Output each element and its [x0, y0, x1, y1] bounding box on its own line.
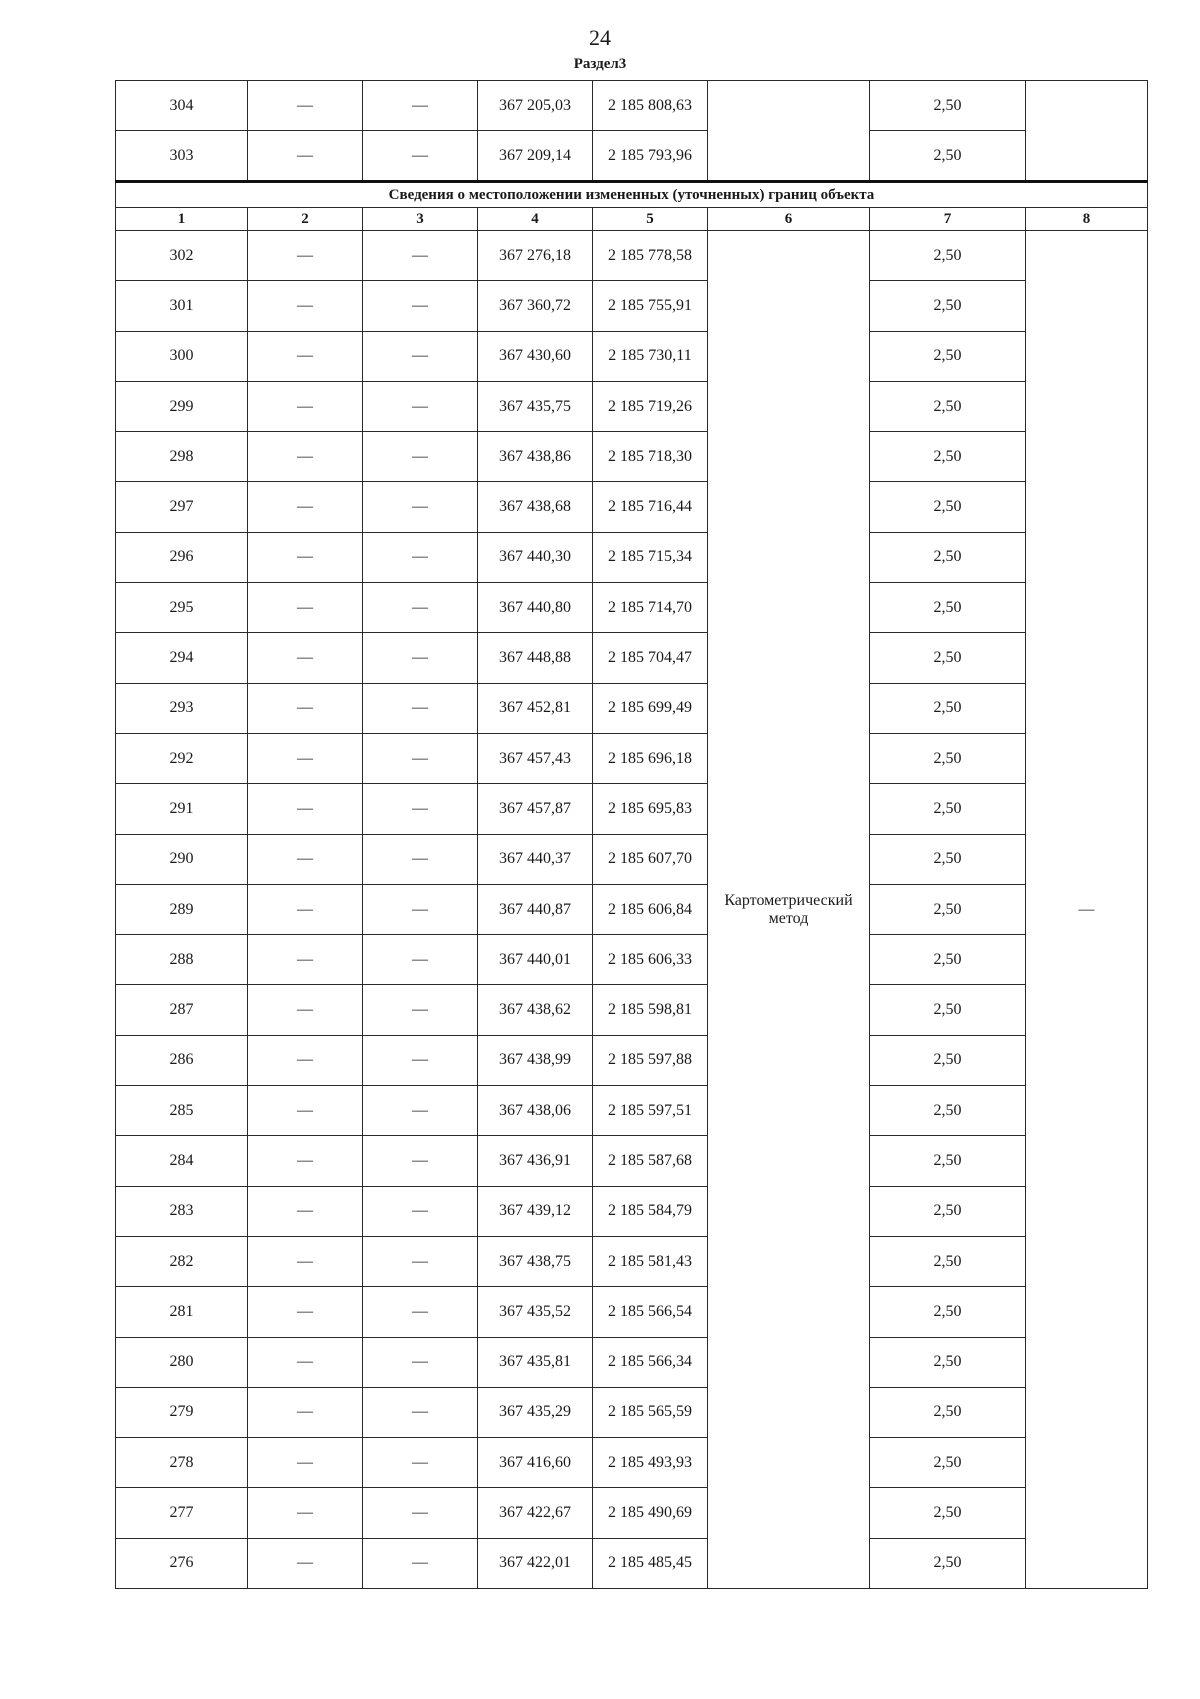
col2-cell: — — [248, 683, 363, 733]
x-coordinate-cell: 367 435,52 — [478, 1287, 593, 1337]
accuracy-cell: 2,50 — [870, 583, 1026, 633]
col2-cell: — — [248, 1035, 363, 1085]
y-coordinate-cell: 2 185 695,83 — [593, 784, 708, 834]
col2-cell: — — [248, 935, 363, 985]
point-number-cell: 285 — [116, 1086, 248, 1136]
col2-cell: — — [248, 1086, 363, 1136]
table-row — [116, 683, 1148, 733]
col3-cell: — — [363, 633, 478, 683]
col2-cell: — — [248, 583, 363, 633]
table-row — [116, 985, 1148, 1035]
point-number-cell: 291 — [116, 784, 248, 834]
col2-cell: — — [248, 884, 363, 934]
col3-cell: — — [363, 331, 478, 381]
accuracy-cell: 2,50 — [870, 884, 1026, 934]
table-row — [116, 231, 1148, 281]
col3-cell: — — [363, 784, 478, 834]
accuracy-cell: 2,50 — [870, 1136, 1026, 1186]
y-coordinate-cell: 2 185 485,45 — [593, 1538, 708, 1588]
accuracy-cell: 2,50 — [870, 1086, 1026, 1136]
col2-cell: — — [248, 1488, 363, 1538]
col2-cell: — — [248, 1538, 363, 1588]
y-coordinate-cell: 2 185 566,54 — [593, 1287, 708, 1337]
accuracy-cell: 2,50 — [870, 1387, 1026, 1437]
col3-cell: — — [363, 1438, 478, 1488]
y-coordinate-cell: 2 185 597,51 — [593, 1086, 708, 1136]
table-row — [116, 633, 1148, 683]
y-coordinate-cell: 2 185 704,47 — [593, 633, 708, 683]
table-row — [116, 331, 1148, 381]
y-coordinate-cell: 2 185 696,18 — [593, 733, 708, 783]
x-coordinate-cell: 367 435,75 — [478, 381, 593, 431]
accuracy-cell: 2,50 — [870, 633, 1026, 683]
x-coordinate-cell: 367 416,60 — [478, 1438, 593, 1488]
col2-cell: — — [248, 1438, 363, 1488]
x-coordinate-cell: 367 430,60 — [478, 331, 593, 381]
col3-cell: — — [363, 1186, 478, 1236]
y-coordinate-cell: 2 185 730,11 — [593, 331, 708, 381]
column-number: 8 — [1026, 208, 1148, 231]
point-number-cell: 288 — [116, 935, 248, 985]
accuracy-cell: 2,50 — [870, 281, 1026, 331]
accuracy-cell: 2,50 — [870, 1488, 1026, 1538]
x-coordinate-cell: 367 438,06 — [478, 1086, 593, 1136]
table-row — [116, 1387, 1148, 1437]
col2-cell: — — [248, 834, 363, 884]
table-row — [116, 784, 1148, 834]
col2-cell: — — [248, 1136, 363, 1186]
col2-cell: — — [248, 532, 363, 582]
col3-cell: — — [363, 432, 478, 482]
y-coordinate-cell: 2 185 490,69 — [593, 1488, 708, 1538]
col8-cell: — — [1026, 231, 1148, 1589]
col2-cell: — — [248, 1287, 363, 1337]
accuracy-cell: 2,50 — [870, 231, 1026, 281]
table-row — [116, 1488, 1148, 1538]
col3-cell: — — [363, 1387, 478, 1437]
x-coordinate-cell: 367 205,03 — [478, 81, 593, 131]
accuracy-cell: 2,50 — [870, 331, 1026, 381]
y-coordinate-cell: 2 185 566,34 — [593, 1337, 708, 1387]
x-coordinate-cell: 367 360,72 — [478, 281, 593, 331]
table-row — [116, 1136, 1148, 1186]
accuracy-cell: 2,50 — [870, 1438, 1026, 1488]
col2-cell: — — [248, 81, 363, 131]
y-coordinate-cell: 2 185 699,49 — [593, 683, 708, 733]
col3-cell: — — [363, 381, 478, 431]
accuracy-cell: 2,50 — [870, 81, 1026, 131]
point-number-cell: 301 — [116, 281, 248, 331]
table-heading: Сведения о местоположении измененных (уточненных) границ объекта — [116, 182, 1148, 208]
col3-cell: — — [363, 1337, 478, 1387]
col8-cell — [1026, 81, 1148, 182]
x-coordinate-cell: 367 452,81 — [478, 683, 593, 733]
x-coordinate-cell: 367 435,81 — [478, 1337, 593, 1387]
col2-cell: — — [248, 331, 363, 381]
column-number: 6 — [708, 208, 870, 231]
x-coordinate-cell: 367 457,43 — [478, 733, 593, 783]
x-coordinate-cell: 367 440,01 — [478, 935, 593, 985]
point-number-cell: 287 — [116, 985, 248, 1035]
y-coordinate-cell: 2 185 606,33 — [593, 935, 708, 985]
y-coordinate-cell: 2 185 715,34 — [593, 532, 708, 582]
x-coordinate-cell: 367 440,30 — [478, 532, 593, 582]
method-cell: Картометрический метод — [708, 231, 870, 1589]
col3-cell: — — [363, 1136, 478, 1186]
col2-cell: — — [248, 381, 363, 431]
method-cell — [708, 81, 870, 182]
table-row — [116, 131, 1148, 182]
accuracy-cell: 2,50 — [870, 683, 1026, 733]
col3-cell: — — [363, 482, 478, 532]
point-number-cell: 297 — [116, 482, 248, 532]
col3-cell: — — [363, 231, 478, 281]
y-coordinate-cell: 2 185 714,70 — [593, 583, 708, 633]
table-row — [116, 482, 1148, 532]
x-coordinate-cell: 367 422,01 — [478, 1538, 593, 1588]
point-number-cell: 298 — [116, 432, 248, 482]
y-coordinate-cell: 2 185 587,68 — [593, 1136, 708, 1186]
x-coordinate-cell: 367 440,87 — [478, 884, 593, 934]
accuracy-cell: 2,50 — [870, 432, 1026, 482]
col2-cell: — — [248, 784, 363, 834]
y-coordinate-cell: 2 185 597,88 — [593, 1035, 708, 1085]
accuracy-cell: 2,50 — [870, 1186, 1026, 1236]
table-row — [116, 81, 1148, 131]
y-coordinate-cell: 2 185 793,96 — [593, 131, 708, 182]
x-coordinate-cell: 367 438,62 — [478, 985, 593, 1035]
point-number-cell: 289 — [116, 884, 248, 934]
y-coordinate-cell: 2 185 755,91 — [593, 281, 708, 331]
point-number-cell: 282 — [116, 1236, 248, 1286]
table-heading-row — [116, 182, 1148, 208]
accuracy-cell: 2,50 — [870, 834, 1026, 884]
point-number-cell: 294 — [116, 633, 248, 683]
table-row — [116, 532, 1148, 582]
col2-cell: — — [248, 985, 363, 1035]
table-row — [116, 1538, 1148, 1588]
col3-cell: — — [363, 834, 478, 884]
accuracy-cell: 2,50 — [870, 1287, 1026, 1337]
table-row — [116, 935, 1148, 985]
col2-cell: — — [248, 633, 363, 683]
point-number-cell: 292 — [116, 733, 248, 783]
accuracy-cell: 2,50 — [870, 985, 1026, 1035]
point-number-cell: 302 — [116, 231, 248, 281]
col2-cell: — — [248, 281, 363, 331]
column-number: 4 — [478, 208, 593, 231]
y-coordinate-cell: 2 185 584,79 — [593, 1186, 708, 1236]
accuracy-cell: 2,50 — [870, 381, 1026, 431]
accuracy-cell: 2,50 — [870, 1337, 1026, 1387]
y-coordinate-cell: 2 185 581,43 — [593, 1236, 708, 1286]
table-row — [116, 1287, 1148, 1337]
point-number-cell: 296 — [116, 532, 248, 582]
column-number: 2 — [248, 208, 363, 231]
table-row — [116, 1086, 1148, 1136]
col2-cell: — — [248, 1186, 363, 1236]
accuracy-cell: 2,50 — [870, 532, 1026, 582]
y-coordinate-cell: 2 185 778,58 — [593, 231, 708, 281]
x-coordinate-cell: 367 457,87 — [478, 784, 593, 834]
col3-cell: — — [363, 985, 478, 1035]
point-number-cell: 277 — [116, 1488, 248, 1538]
col3-cell: — — [363, 1236, 478, 1286]
page-number: 24 — [589, 25, 611, 50]
col2-cell: — — [248, 1387, 363, 1437]
x-coordinate-cell: 367 438,86 — [478, 432, 593, 482]
y-coordinate-cell: 2 185 606,84 — [593, 884, 708, 934]
x-coordinate-cell: 367 440,37 — [478, 834, 593, 884]
point-number-cell: 290 — [116, 834, 248, 884]
table-row — [116, 381, 1148, 431]
table-row — [116, 884, 1148, 934]
accuracy-cell: 2,50 — [870, 131, 1026, 182]
y-coordinate-cell: 2 185 718,30 — [593, 432, 708, 482]
y-coordinate-cell: 2 185 598,81 — [593, 985, 708, 1035]
col2-cell: — — [248, 131, 363, 182]
x-coordinate-cell: 367 439,12 — [478, 1186, 593, 1236]
col3-cell: — — [363, 1538, 478, 1588]
point-number-cell: 300 — [116, 331, 248, 381]
coordinates-table — [115, 80, 1148, 1589]
col2-cell: — — [248, 1236, 363, 1286]
col2-cell: — — [248, 1337, 363, 1387]
accuracy-cell: 2,50 — [870, 1236, 1026, 1286]
table-row — [116, 1337, 1148, 1387]
table-body — [116, 81, 1148, 1589]
y-coordinate-cell: 2 185 493,93 — [593, 1438, 708, 1488]
x-coordinate-cell: 367 438,75 — [478, 1236, 593, 1286]
column-number: 1 — [116, 208, 248, 231]
table-row — [116, 1186, 1148, 1236]
table-row — [116, 733, 1148, 783]
y-coordinate-cell: 2 185 607,70 — [593, 834, 708, 884]
col2-cell: — — [248, 432, 363, 482]
x-coordinate-cell: 367 440,80 — [478, 583, 593, 633]
col3-cell: — — [363, 1287, 478, 1337]
col2-cell: — — [248, 231, 363, 281]
column-number: 5 — [593, 208, 708, 231]
col3-cell: — — [363, 532, 478, 582]
table-row — [116, 432, 1148, 482]
x-coordinate-cell: 367 438,99 — [478, 1035, 593, 1085]
table-row — [116, 834, 1148, 884]
x-coordinate-cell: 367 209,14 — [478, 131, 593, 182]
col3-cell: — — [363, 884, 478, 934]
point-number-cell: 281 — [116, 1287, 248, 1337]
y-coordinate-cell: 2 185 719,26 — [593, 381, 708, 431]
point-number-cell: 283 — [116, 1186, 248, 1236]
accuracy-cell: 2,50 — [870, 733, 1026, 783]
point-number-cell: 280 — [116, 1337, 248, 1387]
column-number-row — [116, 208, 1148, 231]
x-coordinate-cell: 367 438,68 — [478, 482, 593, 532]
point-number-cell: 278 — [116, 1438, 248, 1488]
table-row — [116, 1035, 1148, 1085]
col3-cell: — — [363, 1086, 478, 1136]
x-coordinate-cell: 367 276,18 — [478, 231, 593, 281]
col3-cell: — — [363, 683, 478, 733]
col3-cell: — — [363, 1488, 478, 1538]
table-row — [116, 583, 1148, 633]
point-number-cell: 295 — [116, 583, 248, 633]
point-number-cell: 293 — [116, 683, 248, 733]
column-number: 3 — [363, 208, 478, 231]
point-number-cell: 286 — [116, 1035, 248, 1085]
col3-cell: — — [363, 1035, 478, 1085]
y-coordinate-cell: 2 185 565,59 — [593, 1387, 708, 1437]
accuracy-cell: 2,50 — [870, 1035, 1026, 1085]
table-row — [116, 1438, 1148, 1488]
y-coordinate-cell: 2 185 716,44 — [593, 482, 708, 532]
point-number-cell: 303 — [116, 131, 248, 182]
accuracy-cell: 2,50 — [870, 935, 1026, 985]
x-coordinate-cell: 367 422,67 — [478, 1488, 593, 1538]
point-number-cell: 304 — [116, 81, 248, 131]
table-row — [116, 281, 1148, 331]
col2-cell: — — [248, 733, 363, 783]
col3-cell: — — [363, 281, 478, 331]
point-number-cell: 276 — [116, 1538, 248, 1588]
x-coordinate-cell: 367 435,29 — [478, 1387, 593, 1437]
col3-cell: — — [363, 935, 478, 985]
col2-cell: — — [248, 482, 363, 532]
col3-cell: — — [363, 583, 478, 633]
column-number: 7 — [870, 208, 1026, 231]
col3-cell: — — [363, 81, 478, 131]
section-title: Раздел3 — [573, 56, 627, 72]
col3-cell: — — [363, 131, 478, 182]
accuracy-cell: 2,50 — [870, 1538, 1026, 1588]
table-row — [116, 1236, 1148, 1286]
accuracy-cell: 2,50 — [870, 482, 1026, 532]
x-coordinate-cell: 367 448,88 — [478, 633, 593, 683]
point-number-cell: 284 — [116, 1136, 248, 1186]
y-coordinate-cell: 2 185 808,63 — [593, 81, 708, 131]
point-number-cell: 279 — [116, 1387, 248, 1437]
x-coordinate-cell: 367 436,91 — [478, 1136, 593, 1186]
point-number-cell: 299 — [116, 381, 248, 431]
col3-cell: — — [363, 733, 478, 783]
accuracy-cell: 2,50 — [870, 784, 1026, 834]
